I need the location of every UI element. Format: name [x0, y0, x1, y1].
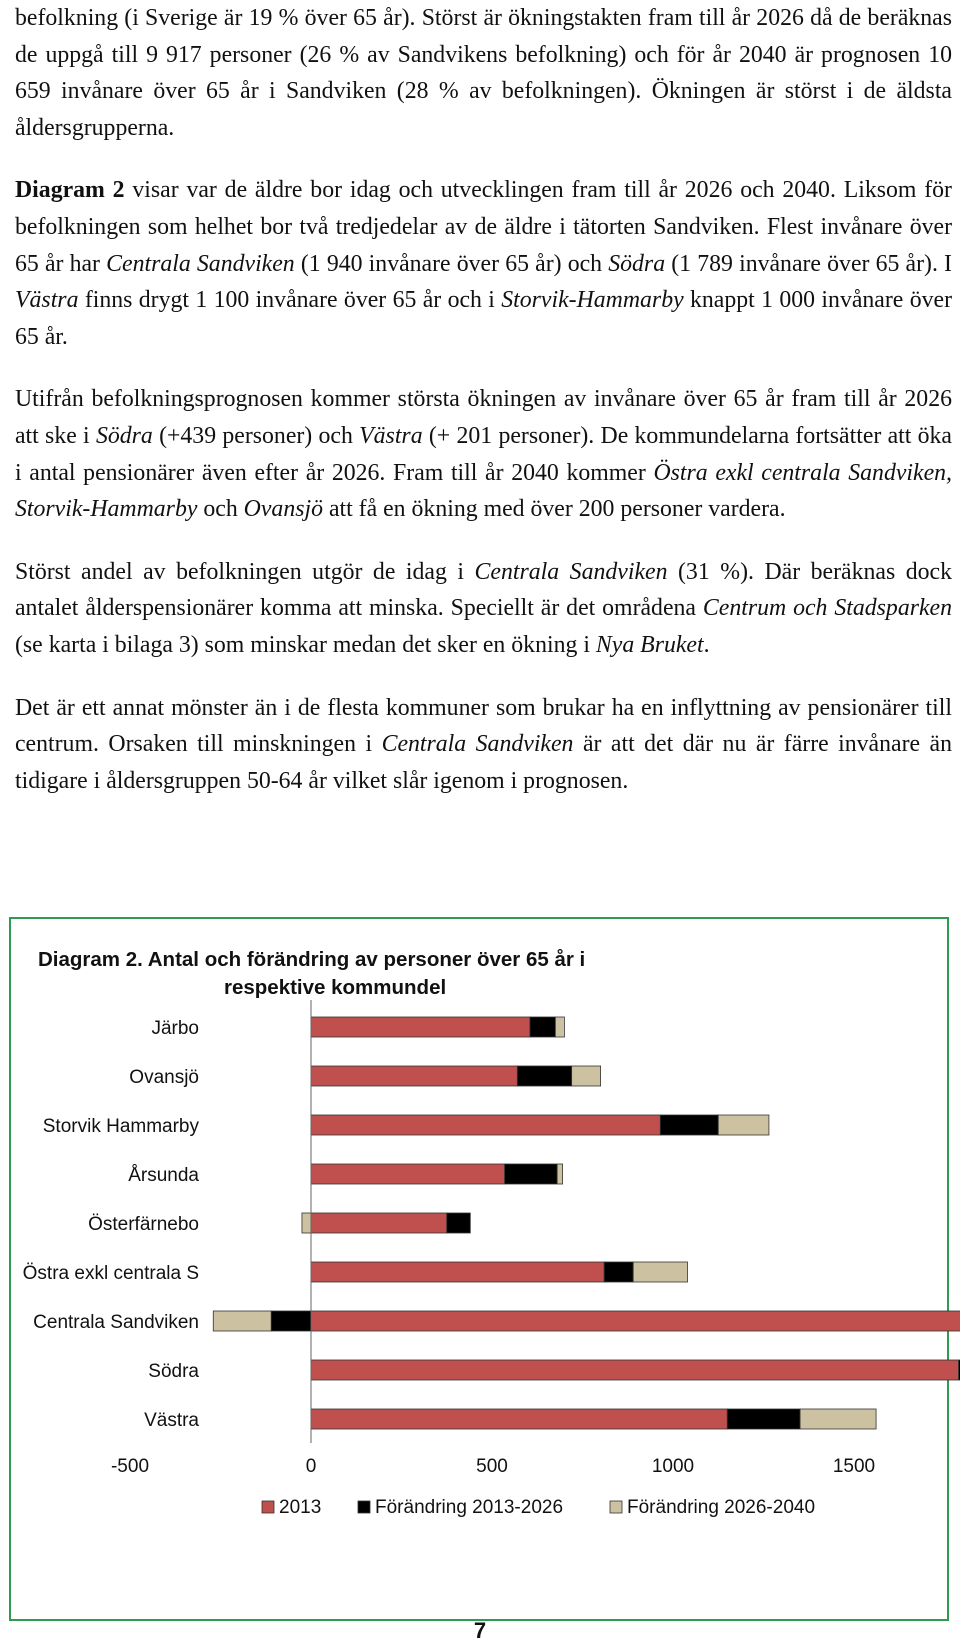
italic-text: Västra [15, 287, 79, 314]
text-run: visar var de äldre bor idag och utvecklingen fram till år 2026 och 2040. Liksom för befolkningen som helhet bor två tredjedelar av de äldre i tätorten Sandviken. Flest invånare över 65 år har [15, 177, 952, 277]
legend-label: Förändring 2013-2026 [375, 1497, 564, 1518]
bar-segment [447, 1213, 471, 1233]
bar-segment [517, 1066, 571, 1086]
bar-segment [311, 1409, 727, 1429]
figure-title [38, 946, 738, 1002]
bar-segment [557, 1164, 562, 1184]
figure-title-line1: Diagram 2. Antal och förändring av personer över 65 år i [38, 948, 586, 971]
italic-text: Södra [95, 422, 153, 449]
x-tick-label: 500 [476, 1456, 508, 1477]
italic-text: Södra [608, 250, 666, 277]
bold-text: Diagram 2 [15, 177, 125, 204]
bar-segment [311, 1262, 604, 1282]
italic-text: Centrum och Stadsparken [702, 595, 952, 622]
paragraph [15, 381, 952, 527]
text-run: Utifrån befolkningsprognosen kommer största ökningen av invånare över 65 år fram till år 2026 att ske i [15, 386, 952, 449]
legend-swatch [358, 1501, 370, 1513]
bar-segment [718, 1115, 769, 1135]
bar-segment [271, 1311, 311, 1331]
paragraph [15, 172, 952, 355]
text-run: finns drygt 1 100 invånare över 65 år och i [78, 287, 502, 314]
bar-segment [572, 1066, 601, 1086]
bar-segment [311, 1213, 447, 1233]
body-text [15, 0, 952, 825]
bar-segment [555, 1017, 564, 1037]
text-run: (31 %). Där beräknas dock antalet ålderspensionärer komma att minska. Speciellt är det områdena [15, 558, 953, 622]
bar-segment [311, 1115, 660, 1135]
italic-text: Centrala Sandviken [474, 558, 668, 585]
bar-segment [727, 1409, 800, 1429]
category-label: Årsunda [128, 1165, 199, 1186]
text-run: och [197, 496, 244, 523]
text-run: (+439 personer) och [152, 422, 360, 449]
italic-text: Centrala Sandviken [381, 731, 574, 758]
legend-label: Förändring 2026-2040 [627, 1497, 816, 1518]
bar-segment [660, 1115, 718, 1135]
italic-text: Östra exkl centrala Sandviken, Storvik-Hammarby [15, 459, 952, 523]
legend-swatch [262, 1501, 274, 1513]
x-tick-label: 0 [305, 1456, 317, 1477]
bar-segment [530, 1017, 555, 1037]
category-label: Östra exkl centrala S [22, 1263, 199, 1284]
bar-segment [633, 1262, 687, 1282]
italic-text: Centrala Sandviken [106, 250, 295, 277]
x-tick-label: 1500 [832, 1456, 876, 1477]
figure-title-line2: respektive kommundel [224, 976, 447, 999]
text-run: knappt 1 000 invånare över 65 år. [15, 287, 952, 350]
category-label: Österfärnebo [88, 1214, 199, 1235]
bar-segment [311, 1017, 530, 1037]
text-run: . [703, 631, 710, 658]
category-label: Storvik Hammarby [42, 1116, 199, 1137]
text-run: är att det där nu är färre invånare än tidigare i åldersgruppen 50-64 år vilket slår igenom i prognosen. [15, 731, 952, 794]
x-tick-label: -500 [110, 1456, 150, 1477]
category-label: Södra [148, 1361, 199, 1382]
text-run: att få en ökning med över 200 personer vardera. [323, 496, 786, 523]
text-run: (1 940 invånare över 65 år) och [294, 250, 609, 277]
paragraph [15, 690, 952, 800]
italic-text: Storvik-Hammarby [501, 287, 684, 314]
legend-swatch [610, 1501, 622, 1513]
x-tick-label: 1000 [651, 1456, 695, 1477]
paragraph [15, 554, 952, 664]
bar-segment [311, 1164, 505, 1184]
bar-segment [302, 1213, 311, 1233]
category-label: Centrala Sandviken [33, 1312, 199, 1333]
category-label: Ovansjö [129, 1067, 199, 1088]
bar-segment [311, 1360, 959, 1380]
paragraph [15, 0, 952, 146]
page-number: 7 [473, 1618, 487, 1643]
italic-text: Nya Bruket [595, 631, 704, 658]
bar-chart [0, 1000, 960, 1560]
italic-text: Västra [359, 422, 423, 449]
text-run: Det är ett annat mönster än i de flesta kommuner som brukar ha en inflyttning av pensionärer till centrum. Orsaken till minskningen i [15, 694, 952, 758]
text-run: Störst andel av befolkningen utgör de idag i [15, 558, 475, 585]
bar-segment [505, 1164, 557, 1184]
text-run: (1 789 invånare över 65 år). I [665, 250, 952, 277]
text-run: (+ 201 personer). De kommundelarna fortsätter att öka i antal pensionärer även efter år 2026. Fram till år 2040 kommer [15, 422, 952, 486]
legend-label: 2013 [279, 1497, 322, 1518]
category-label: Järbo [151, 1018, 199, 1039]
text-run: befolkning (i Sverige är 19 % över 65 år). Störst är ökningstakten fram till år 2026 då de beräknas de uppgå till 9 917 personer (26 % av Sandvikens befolkning) och för år 2040 är prognosen 10 659 invånare över 65 år i Sandviken (28 % av befolkningen). Ökningen är störst i de äldsta åldersgrupperna. [15, 5, 952, 141]
italic-text: Ovansjö [243, 496, 323, 523]
bar-segment [311, 1066, 517, 1086]
bar-segment [604, 1262, 633, 1282]
bar-segment [213, 1311, 271, 1331]
text-run: (se karta i bilaga 3) som minskar medan det sker en ökning i [15, 631, 596, 658]
bar-segment [800, 1409, 876, 1429]
category-label: Västra [144, 1410, 199, 1431]
bar-segment [311, 1311, 960, 1331]
